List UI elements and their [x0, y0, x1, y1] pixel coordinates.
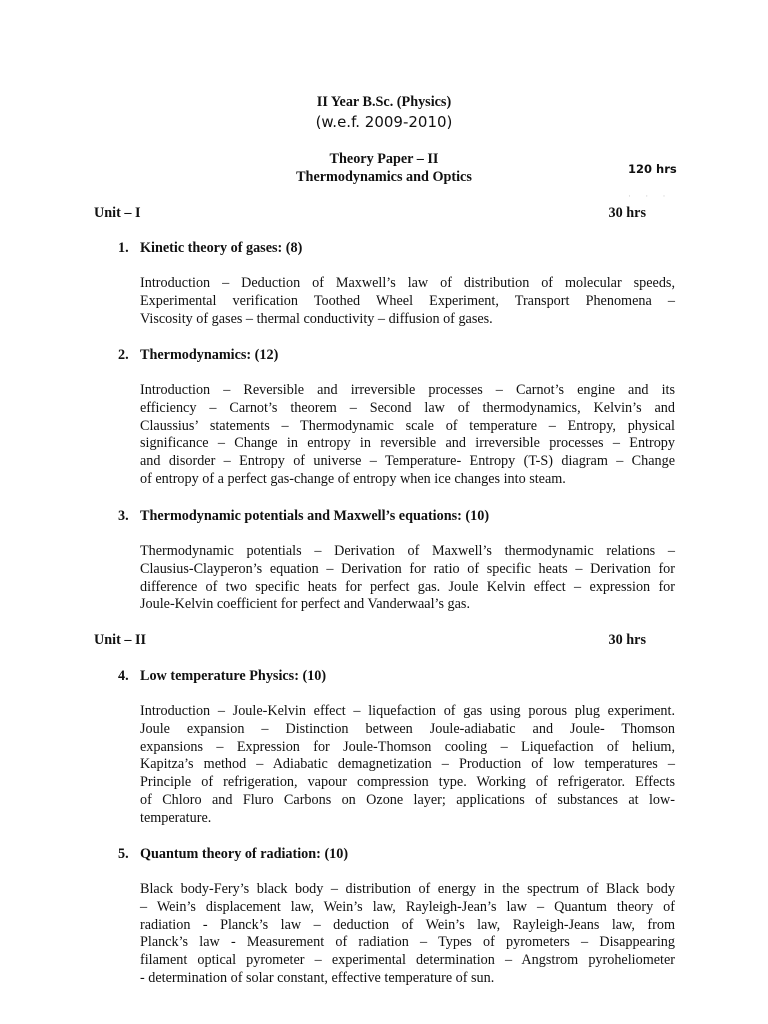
topic-heading	[118, 347, 278, 365]
topic-title: Kinetic theory of gases: (8)	[140, 240, 303, 256]
total-hours: 120 hrs	[628, 162, 677, 176]
topic-number: 2.	[118, 347, 129, 363]
description-line: and disorder – Entropy of universe – Temperature- Entropy (T-S) diagram – Change	[140, 453, 675, 470]
topic-number: 4.	[118, 668, 129, 684]
description-line: Experimental verification Toothed Wheel Experiment, Transport Phenomena –	[140, 292, 675, 309]
description-line: Thermodynamic potentials – Derivation of Maxwell’s thermodynamic relations –	[140, 543, 675, 559]
topic-number: 1.	[118, 240, 129, 256]
topic-title: Low temperature Physics: (10)	[140, 668, 327, 684]
description-line: significance – Change in entropy in reversible and irreversible processes – Entropy	[140, 435, 675, 452]
topic-heading	[118, 846, 348, 864]
description-line: Kapitza’s method – Adiabatic demagnetization – Production of low temperatures –	[140, 756, 675, 773]
description-line: Claussius’ statements – Thermodynamic scale of temperature – Entropy, physical	[140, 417, 675, 434]
topic-description	[140, 382, 675, 489]
unit-2-row	[94, 632, 646, 650]
description-line: temperature.	[140, 809, 212, 826]
description-line: filament optical pyrometer – experimental determination – Angstrom pyroheliometer	[140, 952, 675, 969]
topic-number: 5.	[118, 846, 129, 862]
description-line: Joule expansion – Distinction between Joule-adiabatic and Joule- Thomson	[140, 720, 675, 737]
topic-description	[140, 543, 675, 614]
description-line: difference of two specific heats for perfect gas. Joule Kelvin effect – expression for	[140, 578, 675, 595]
paper-number: Theory Paper – II	[329, 151, 439, 167]
description-line: radiation - Planck’s law – deduction of Wein’s law, Rayleigh-Jeans law, from	[140, 916, 675, 933]
description-line: Viscosity of gases – thermal conductivity – diffusion of gases.	[140, 310, 493, 327]
topic-description	[140, 703, 675, 828]
description-line: of Chloro and Fluro Carbons on Ozone layer; applications of substances at low-	[140, 791, 675, 808]
course-year-title: II Year B.Sc. (Physics)	[316, 94, 452, 110]
description-line: Black body-Fery’s black body – distribution of energy in the spectrum of Black body	[140, 881, 675, 897]
topic-description	[140, 275, 675, 328]
unit-hours: 30 hrs	[608, 205, 646, 221]
unit-hours: 30 hrs	[608, 632, 646, 648]
topic-title: Thermodynamics: (12)	[140, 347, 279, 363]
topic-title: Thermodynamic potentials and Maxwell’s equations: (10)	[140, 508, 490, 524]
description-line: – Wein’s displacement law, Wein’s law, Rayleigh-Jean’s law – Quantum theory of	[140, 898, 675, 915]
description-line: expansions – Expression for Joule-Thomson cooling – Liquefaction of helium,	[140, 738, 675, 755]
paper-subject: Thermodynamics and Optics	[296, 169, 472, 185]
description-line: of entropy of a perfect gas-change of entropy when ice changes into steam.	[140, 470, 566, 487]
topic-heading	[118, 508, 489, 526]
effective-date: (w.e.f. 2009-2010)	[315, 113, 453, 131]
description-line: Joule-Kelvin coefficient for perfect and Vanderwaal’s gas.	[140, 596, 470, 613]
topic-number: 3.	[118, 508, 129, 524]
unit-title: Unit – II	[94, 632, 147, 648]
description-line: - determination of solar constant, effective temperature of sun.	[140, 969, 495, 986]
description-line: Principle of refrigeration, vapour compression type. Working of refrigerator. Effects	[140, 774, 675, 791]
unit-1-row	[94, 205, 646, 223]
topic-title: Quantum theory of radiation: (10)	[140, 846, 349, 862]
unit-title: Unit – I	[94, 205, 141, 221]
topic-heading	[118, 668, 326, 686]
description-line: Introduction – Reversible and irreversible processes – Carnot’s engine and its	[140, 382, 675, 398]
description-line: efficiency – Carnot’s theorem – Second law of thermodynamics, Kelvin’s and	[140, 399, 675, 416]
faint-mark: · · ·	[628, 191, 672, 201]
description-line: Introduction – Joule-Kelvin effect – liquefaction of gas using porous plug experiment.	[140, 703, 675, 719]
description-line: Clausius-Clayperon’s equation – Derivation for ratio of specific heats – Derivation for	[140, 560, 675, 577]
topic-description	[140, 881, 675, 988]
description-line: Introduction – Deduction of Maxwell’s law of distribution of molecular speeds,	[140, 275, 675, 291]
topic-heading	[118, 240, 302, 258]
description-line: Planck’s law - Measurement of radiation – Types of pyrometers – Disappearing	[140, 934, 675, 951]
